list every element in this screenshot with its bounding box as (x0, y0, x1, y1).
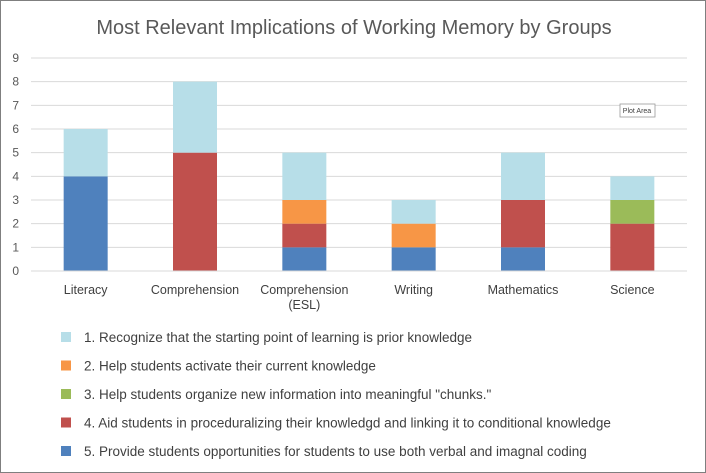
category-label: Mathematics (487, 283, 559, 297)
bar-segment (392, 247, 436, 271)
bar-segment (392, 200, 436, 224)
y-tick-label: 6 (12, 122, 19, 136)
tooltip-text: Plot Area (622, 108, 652, 115)
y-tick-label: 4 (12, 169, 19, 184)
category-label: Comprehension (150, 283, 240, 297)
bar-segment (501, 153, 545, 200)
y-tick-label: 0 (12, 264, 19, 278)
category-label: (ESL) (288, 298, 321, 312)
bar-segment (610, 224, 654, 271)
y-tick-label: 8 (12, 74, 19, 89)
legend-label: 5. Provide students opportunities for students to use both verbal and imagnal coding (84, 444, 587, 459)
y-axis-ticks (12, 51, 19, 278)
legend-swatch (61, 418, 71, 428)
bar-segment (64, 176, 108, 271)
bar-segment (173, 82, 217, 153)
gridlines (31, 58, 687, 247)
y-tick-label: 5 (12, 145, 19, 160)
category-label: Science (610, 283, 655, 297)
chart-title: Most Relevant Implications of Working Memory by Groups (96, 17, 612, 39)
bar-segment (64, 129, 108, 176)
legend-label: 3. Help students organize new information into meaningful "chunks." (84, 387, 492, 402)
y-tick-label: 9 (12, 51, 19, 65)
bar-segment (610, 176, 654, 200)
bar-segment (610, 200, 654, 224)
bar-segment (501, 247, 545, 271)
legend (61, 330, 611, 459)
bar-segment (173, 153, 217, 271)
bar-segment (282, 200, 326, 224)
category-label: Comprehension (260, 283, 349, 297)
legend-swatch (61, 389, 71, 399)
bar-segment (282, 153, 326, 200)
category-label: Writing (394, 283, 434, 297)
legend-swatch (61, 361, 71, 371)
x-axis-labels (64, 283, 655, 312)
plot-area-tooltip (620, 104, 655, 117)
legend-label: 1. Recognize that the starting point of learning is prior knowledge (84, 330, 472, 345)
bar-segment (282, 224, 326, 248)
y-tick-label: 7 (12, 98, 19, 113)
legend-swatch (61, 332, 71, 342)
y-tick-label: 3 (12, 193, 19, 207)
y-tick-label: 1 (12, 240, 19, 255)
legend-label: 2. Help students activate their current knowledge (84, 358, 376, 374)
y-tick-label: 2 (12, 216, 19, 231)
category-label: Literacy (63, 283, 108, 297)
legend-label: 4. Aid students in proceduralizing their knowledgd and linking it to conditional knowledge (84, 415, 611, 431)
legend-swatch (61, 446, 71, 456)
bar-segment (282, 247, 326, 271)
bar-segment (501, 200, 545, 247)
chart-svg (1, 1, 705, 472)
bar-segment (392, 224, 436, 248)
